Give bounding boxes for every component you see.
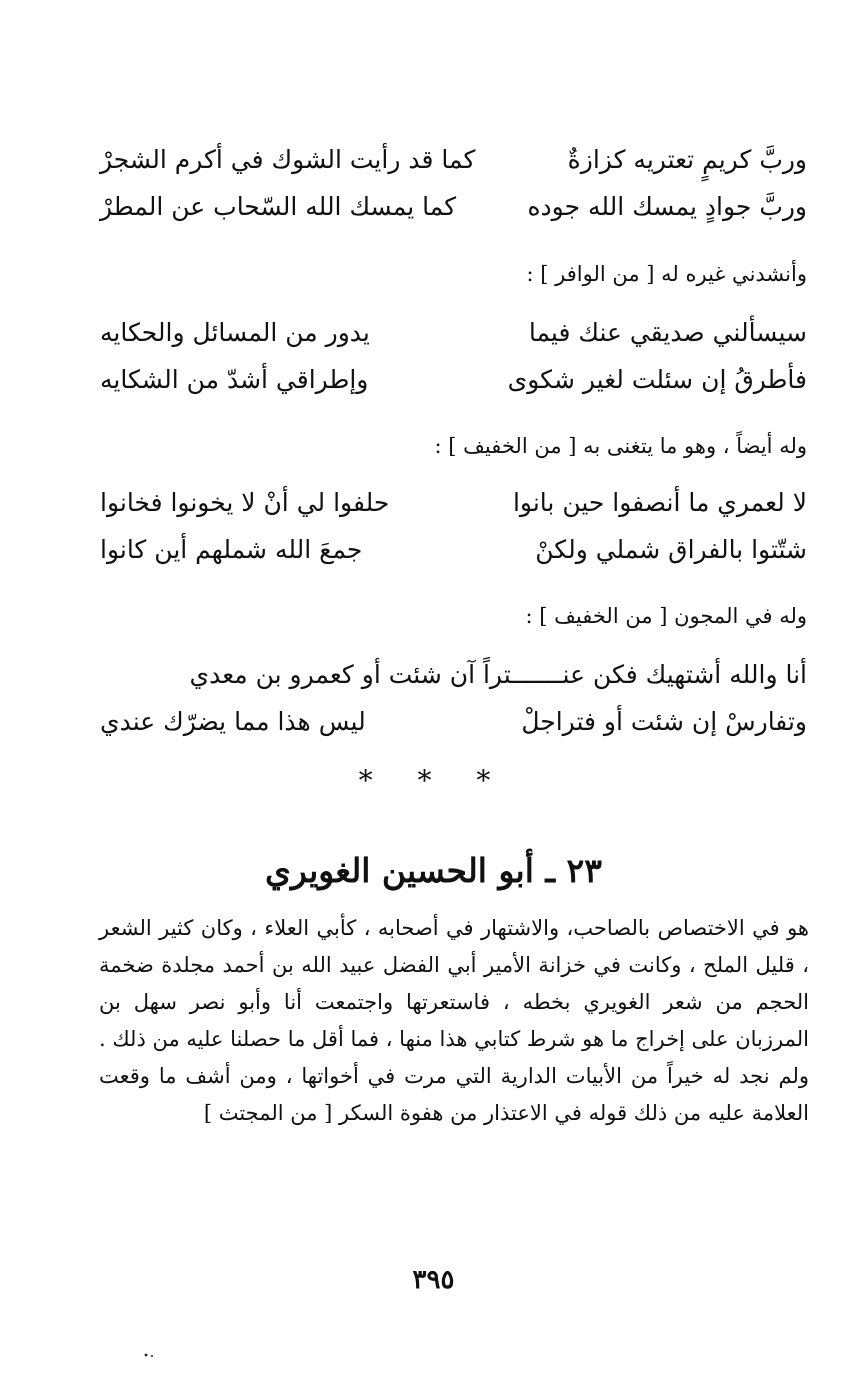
body-paragraph (99, 910, 809, 1132)
page-number: ٣٩٥ (412, 1265, 455, 1295)
section-separator: * * * (358, 764, 509, 797)
poem-verse (100, 187, 807, 227)
poem-verse (100, 360, 807, 400)
poem-verse (100, 140, 807, 180)
section-heading: ٢٣ ـ أبو الحسين الغويري (265, 851, 602, 890)
poem-verse (100, 483, 807, 523)
verse-second-hemistich: جمعَ الله شملهم أين كانوا (100, 535, 363, 564)
poem-verse (100, 530, 807, 570)
verse-first-hemistich: وربَّ جوادٍ يمسك الله جوده (527, 192, 807, 221)
poem-verse (100, 655, 807, 695)
poem-intro: وله في المجون [ من الخفيف ] : (525, 604, 807, 628)
poem-verse (100, 313, 807, 353)
verse-second-hemistich: حلفوا لي أنْ لا يخونوا فخانوا (100, 488, 390, 517)
verse-second-hemistich: وإطراقي أشدّ من الشكايه (100, 365, 369, 394)
verse-second-hemistich: كما يمسك الله السّحاب عن المطرْ (100, 192, 457, 221)
verse-second-hemistich: كما قد رأيت الشوك في أكرم الشجرْ (100, 145, 476, 174)
verse-second-hemistich: ليس هذا مما يضرّك عندي (100, 707, 366, 736)
poem-intro: وله أيضاً ، وهو ما يتغنى به [ من الخفيف ] : (434, 434, 807, 458)
paragraph-text: هو في الاختصاص بالصاحب، والاشتهار في أصحابه ، كأبي العلاء ، وكان كثير الشعر ، قليل الملح ، وكانت في خزانة الأمير أبي الفضل عبيد الله بن أحمد مجلدة ضخمة الحجم من شعر الغويري بخطه ، فاستعرتها واجتمعت أنا وأبو نصر سهل بن المرزبان على إخراج ما هو شرط كتابي هذا منها ، فما أقل ما حصلنا عليه من ذلك . ولم نجد له خيراً من الأبيات الدارية التي مرت في أخواتها ، ومن أشف ما وقعت العلامة عليه من ذلك قوله في الاعتذار من هفوة السكر [ من المجتث ] (99, 916, 809, 1125)
verse-first-hemistich: سيسألني صديقي عنك فيما (528, 318, 807, 347)
verse-first-hemistich: أنا والله أشتهيك فكن عنـــــــتراً آن شئت أو كعمرو بن معدي (189, 660, 807, 689)
scan-speck (140, 1350, 160, 1360)
verse-first-hemistich: لا لعمري ما أنصفوا حين بانوا (512, 488, 807, 517)
verse-first-hemistich: فأطرقُ إن سئلت لغير شكوى (507, 365, 807, 394)
verse-second-hemistich: يدور من المسائل والحكايه (100, 318, 370, 347)
verse-first-hemistich: وتفارسْ إن شئت أو فتراجلْ (521, 707, 807, 736)
poem-verse (100, 702, 807, 742)
verse-first-hemistich: وربَّ كريمٍ تعتريه كزازةٌ (567, 145, 807, 174)
verse-first-hemistich: شتّتوا بالفراق شملي ولكنْ (535, 535, 807, 564)
poem-intro: وأنشدني غيره له [ من الوافر ] : (526, 262, 807, 286)
